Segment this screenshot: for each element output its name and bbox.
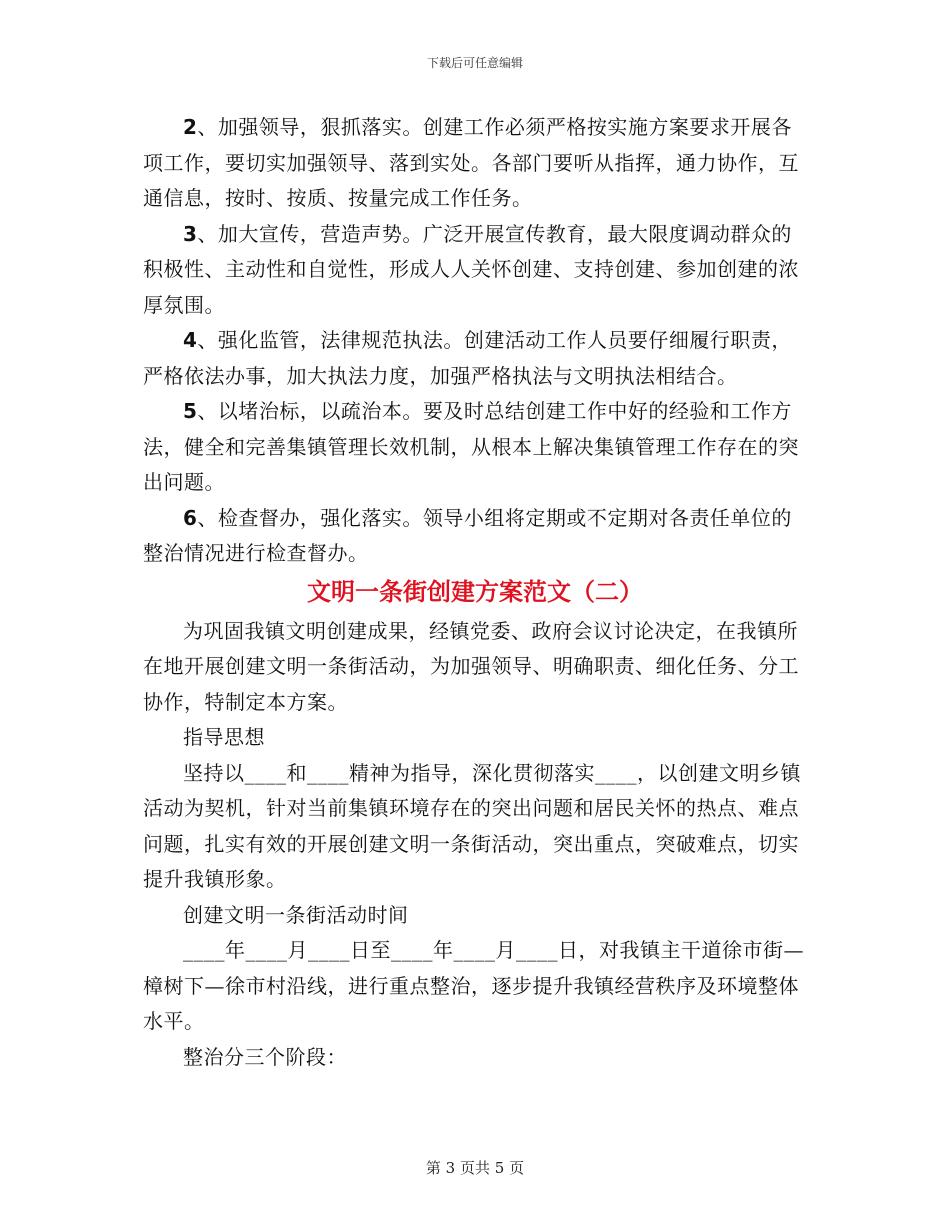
paragraph-item-5 xyxy=(143,394,807,501)
paragraph-text: 、强化监管，法律规范执法。创建活动工作人员要仔细履行职责，严格依法办事，加大执法力度，加强严格执法与文明执法相结合。 xyxy=(143,328,792,388)
paragraph-text: 、加大宣传，营造声势。广泛开展宣传教育，最大限度调动群众的积极性、主动性和自觉性，形成人人关怀创建、支持创建、参加创建的浓厚氛围。 xyxy=(143,221,799,317)
page-header: 下载后可任意编辑 xyxy=(426,56,523,70)
document-body xyxy=(143,110,807,1075)
paragraph-item-4 xyxy=(143,323,807,394)
paragraph-text: 、以堵治标，以疏治本。要及时总结创建工作中好的经验和工作方法，健全和完善集镇管理长效机制，从根本上解决集镇管理工作存在的突出问题。 xyxy=(143,399,799,494)
paragraph-item-3 xyxy=(143,217,807,324)
paragraph-text: 、加强领导，狠抓落实。创建工作必须严格按实施方案要求开展各项工作，要切实加强领导、落到实处。各部门要听从指挥，通力协作，互通信息，按时、按质、按量完成工作任务。 xyxy=(143,115,799,210)
paragraph-item-2 xyxy=(143,110,807,217)
paragraph-text: 、检查督办，强化落实。领导小组将定期或不定期对各责任单位的整治情况进行检查督办。 xyxy=(143,505,792,565)
item-number: 5 xyxy=(183,399,198,423)
paragraph-stages: 整治分三个阶段： xyxy=(183,1044,347,1069)
paragraph-activity-time: ____年____月____日至____年____月____日，对我镇主干道徐市街—樟树下—徐市村沿线，进行重点整治，逐步提升我镇经营秩序及环境整体水平。 xyxy=(143,938,804,1033)
item-number: 3 xyxy=(183,221,198,246)
item-number: 2 xyxy=(183,115,198,139)
paragraph-intro: 为巩固我镇文明创建成果，经镇党委、政府会议讨论决定，在我镇所在地开展创建文明一条街活动，为加强领导、明确职责、细化任务、分工协作，特制定本方案。 xyxy=(143,618,799,714)
item-number: 6 xyxy=(183,505,198,530)
subheading-guiding-thought: 指导思想 xyxy=(183,725,265,749)
paragraph-item-6 xyxy=(143,501,807,572)
section-title: 文明一条街创建方案范文（二） xyxy=(307,576,643,606)
paragraph-guiding-thought: 坚持以____和____精神为指导，深化贯彻落实____，以创建文明乡镇活动为契机，针对当前集镇环境存在的突出问题和居民关怀的热点、难点问题，扎实有效的开展创建文明一条街活动，突出重点，突破难点，切实提升我镇形象。 xyxy=(143,760,801,891)
subheading-activity-time: 创建文明一条街活动时间 xyxy=(183,902,409,927)
item-number: 4 xyxy=(183,328,198,352)
page-footer: 第 3 页共 5 页 xyxy=(425,1159,525,1177)
